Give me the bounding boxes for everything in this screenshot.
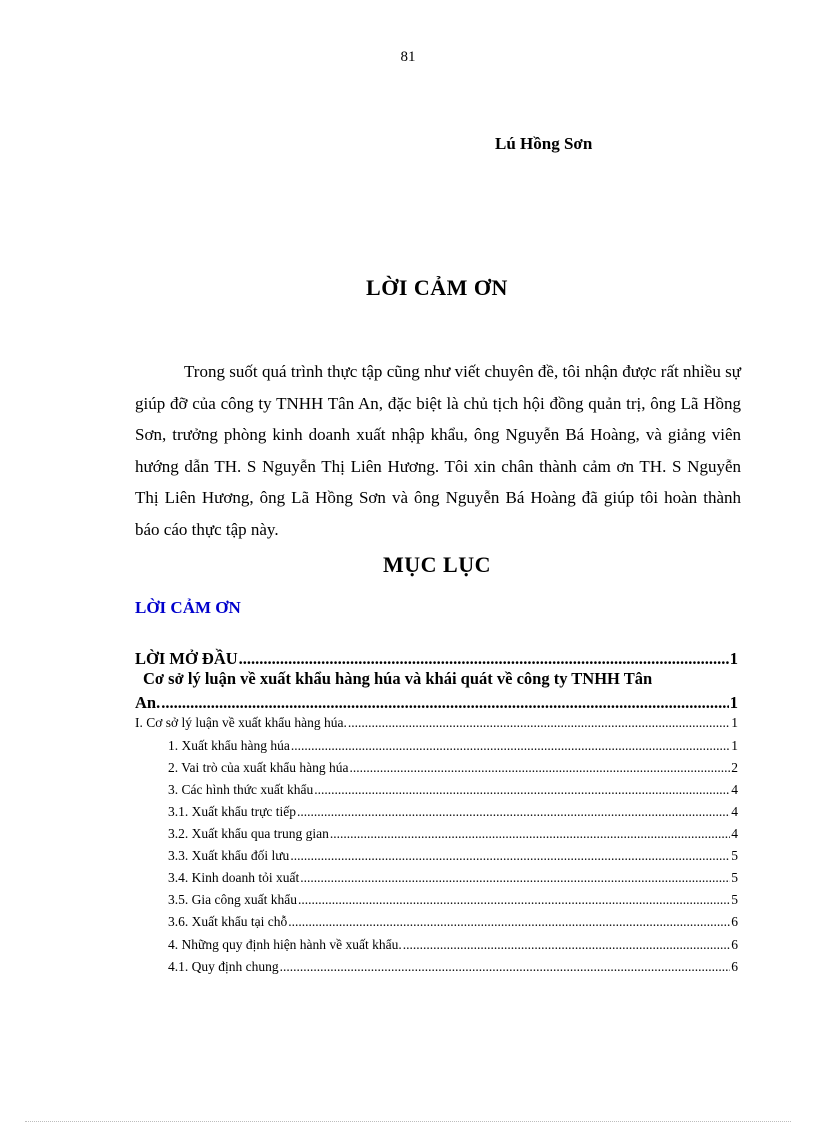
toc-entry-page: 6 <box>731 937 738 952</box>
toc-entry-page: 1 <box>729 693 738 712</box>
toc-leader-dots <box>330 826 730 842</box>
acknowledgement-title: LỜI CẢM ƠN <box>366 275 508 300</box>
toc-entry-page: 5 <box>731 892 738 907</box>
toc-entry-label: 3.5. Gia công xuất khẩu <box>168 892 297 907</box>
toc-entry[interactable] <box>168 959 738 975</box>
toc-entry[interactable] <box>168 892 738 908</box>
toc-entry-label: 3.1. Xuất khẩu trực tiếp <box>168 804 297 819</box>
toc-leader-dots <box>280 959 731 975</box>
toc-entry-label: 3.3. Xuất khẩu đối lưu <box>168 848 290 863</box>
toc-entry[interactable] <box>168 782 738 798</box>
toc-entry-page: 6 <box>731 914 738 929</box>
page-bottom-divider <box>25 1121 791 1122</box>
toc-leader-dots <box>300 870 730 886</box>
toc-entry[interactable] <box>168 848 738 864</box>
toc-leader-dots <box>297 804 730 820</box>
toc-entry[interactable] <box>168 760 738 776</box>
toc-leader-dots <box>349 760 730 776</box>
toc-entry-page: 1 <box>729 649 738 668</box>
toc-entry-intro[interactable] <box>135 649 738 669</box>
toc-entry-label: 4. Những quy định hiện hành về xuất khẩu. <box>168 937 402 952</box>
toc-entry-label: 2. Vai trò của xuất khẩu hàng húa <box>168 760 349 775</box>
toc-entry-label: 3.4. Kinh doanh tỏi xuất <box>168 870 300 885</box>
toc-title: MỤC LỤC <box>383 552 491 577</box>
toc-entry-page: 4 <box>731 782 738 797</box>
toc-entry[interactable] <box>168 826 738 842</box>
toc-entry-page: 5 <box>731 870 738 885</box>
toc-entry-label: An. <box>135 693 161 712</box>
acknowledgement-paragraph: Trong suốt quá trình thực tập cũng như viết chuyên đề, tôi nhận được rất nhiều sự giúp đỡ của công ty TNHH Tân An, đặc biệt là chủ tịch hội đồng quản trị, ông Lã Hồng Sơn, trưởng phòng kinh doanh xuất nhập khẩu, ông Nguyễn Bá Hoàng, và giảng viên hướng dẫn TH. S Nguyễn Thị Liên Hương. Tôi xin chân thành cảm ơn TH. S Nguyễn Thị Liên Hương, ông Lã Hồng Sơn và ông Nguyễn Bá Hoàng đã giúp tôi hoàn thành báo cáo thực tập này. <box>135 362 741 539</box>
toc-leader-dots <box>239 649 729 669</box>
toc-leader-dots <box>403 937 730 953</box>
toc-link-acknowledgement[interactable]: LỜI CẢM ƠN <box>135 598 241 617</box>
toc-leader-dots <box>314 782 730 798</box>
toc-leader-dots <box>161 693 729 713</box>
toc-entry-page: 5 <box>731 848 738 863</box>
toc-entry-label: 3.2. Xuất khẩu qua trung gian <box>168 826 329 841</box>
toc-entry[interactable] <box>168 914 738 930</box>
toc-entry[interactable] <box>168 870 738 886</box>
author-name: Lú Hồng Sơn <box>495 134 593 153</box>
toc-entry[interactable] <box>168 804 738 820</box>
toc-leader-dots <box>290 848 730 864</box>
toc-entry-page: 4 <box>731 804 738 819</box>
toc-entry-page: 4 <box>731 826 738 841</box>
toc-entry-chapter[interactable] <box>135 693 738 713</box>
toc-entry-page: 6 <box>731 959 738 974</box>
toc-entry-label: 3.6. Xuất khẩu tại chỗ <box>168 914 288 929</box>
toc-leader-dots <box>348 715 730 731</box>
toc-leader-dots <box>288 914 730 930</box>
toc-leader-dots <box>298 892 730 908</box>
toc-entry[interactable] <box>135 715 738 731</box>
toc-entry-page: 1 <box>731 715 738 730</box>
page-number: 81 <box>400 49 416 65</box>
toc-entry-label: 1. Xuất khẩu hàng húa <box>168 738 290 753</box>
toc-entry-label: LỜI MỞ ĐẦU <box>135 649 238 668</box>
toc-entry[interactable] <box>168 738 738 754</box>
toc-entry-page: 1 <box>731 738 738 753</box>
toc-entry-label: 4.1. Quy định chung <box>168 959 279 974</box>
toc-entry-chapter-line1[interactable]: Cơ sở lý luận về xuất khẩu hàng húa và khái quát về công ty TNHH Tân <box>143 669 653 688</box>
toc-entry-page: 2 <box>731 760 738 775</box>
toc-entry-label: 3. Các hình thức xuất khẩu <box>168 782 314 797</box>
toc-entry[interactable] <box>168 937 738 953</box>
toc-entry-label: I. Cơ sở lý luận về xuất khẩu hàng húa. <box>135 715 347 730</box>
toc-leader-dots <box>291 738 730 754</box>
